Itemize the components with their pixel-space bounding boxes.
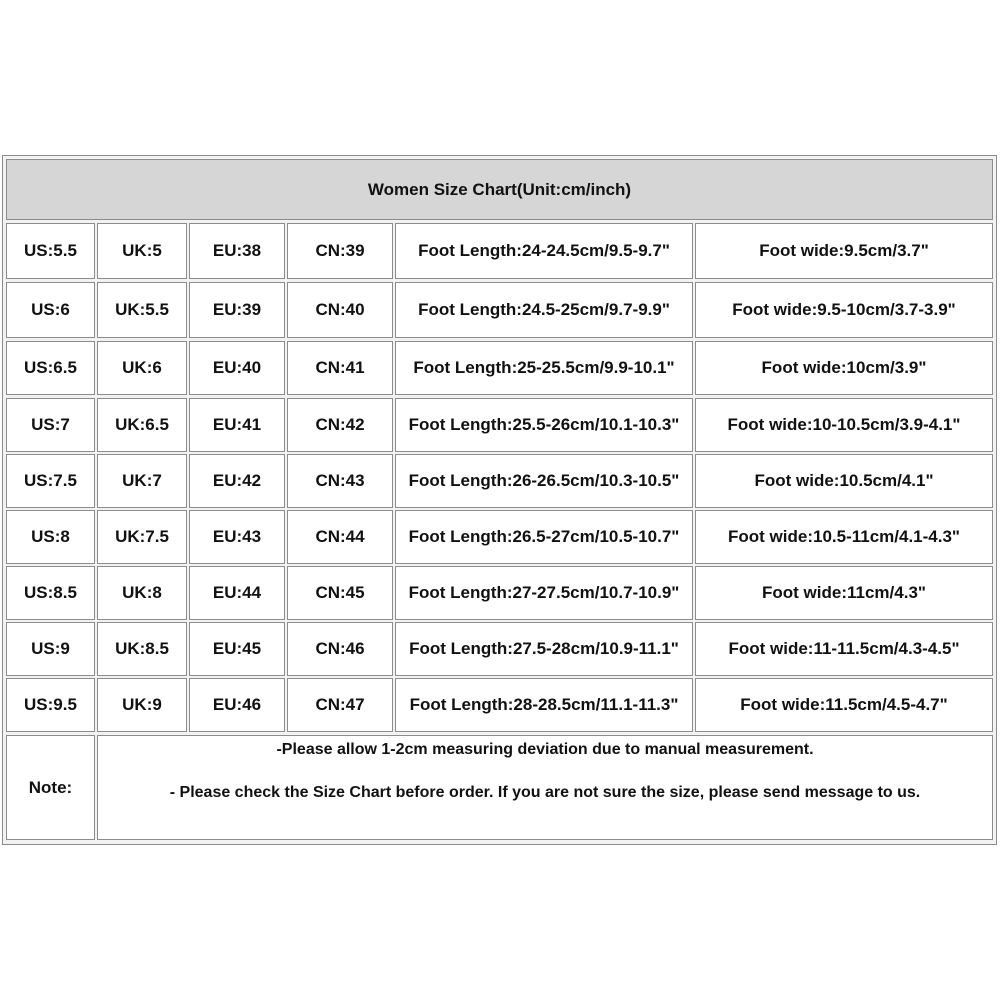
cell-cn-size: CN:43 <box>287 454 393 508</box>
cell-eu-size: EU:41 <box>189 398 285 452</box>
cell-foot-width: Foot wide:10.5-11cm/4.1-4.3" <box>695 510 993 564</box>
cell-eu-size: EU:43 <box>189 510 285 564</box>
cell-foot-length: Foot Length:24.5-25cm/9.7-9.9" <box>395 282 693 338</box>
cell-foot-width: Foot wide:11.5cm/4.5-4.7" <box>695 678 993 732</box>
cell-us-size: US:6.5 <box>6 341 95 395</box>
cell-foot-length: Foot Length:28-28.5cm/11.1-11.3" <box>395 678 693 732</box>
cell-eu-size: EU:44 <box>189 566 285 620</box>
cell-foot-length: Foot Length:25-25.5cm/9.9-10.1" <box>395 341 693 395</box>
cell-foot-length: Foot Length:26-26.5cm/10.3-10.5" <box>395 454 693 508</box>
cell-foot-length: Foot Length:27.5-28cm/10.9-11.1" <box>395 622 693 676</box>
cell-cn-size: CN:46 <box>287 622 393 676</box>
cell-foot-width: Foot wide:11-11.5cm/4.3-4.5" <box>695 622 993 676</box>
cell-cn-size: CN:42 <box>287 398 393 452</box>
cell-eu-size: EU:46 <box>189 678 285 732</box>
size-chart <box>2 155 997 845</box>
cell-foot-width: Foot wide:10cm/3.9" <box>695 341 993 395</box>
note-line-2: - Please check the Size Chart before order. If you are not sure the size, please send message to us. <box>169 784 921 801</box>
cell-us-size: US:6 <box>6 282 95 338</box>
cell-foot-length: Foot Length:24-24.5cm/9.5-9.7" <box>395 223 693 279</box>
note-label: Note: <box>6 735 95 840</box>
cell-us-size: US:8 <box>6 510 95 564</box>
cell-uk-size: UK:7.5 <box>97 510 187 564</box>
cell-uk-size: UK:8 <box>97 566 187 620</box>
cell-foot-width: Foot wide:10.5cm/4.1" <box>695 454 993 508</box>
cell-uk-size: UK:7 <box>97 454 187 508</box>
note-line-1: -Please allow 1-2cm measuring deviation due to manual measurement. <box>276 741 814 758</box>
cell-uk-size: UK:9 <box>97 678 187 732</box>
cell-cn-size: CN:47 <box>287 678 393 732</box>
cell-eu-size: EU:38 <box>189 223 285 279</box>
cell-cn-size: CN:39 <box>287 223 393 279</box>
cell-uk-size: UK:5.5 <box>97 282 187 338</box>
cell-uk-size: UK:6.5 <box>97 398 187 452</box>
cell-eu-size: EU:45 <box>189 622 285 676</box>
cell-cn-size: CN:40 <box>287 282 393 338</box>
cell-cn-size: CN:45 <box>287 566 393 620</box>
cell-us-size: US:9.5 <box>6 678 95 732</box>
cell-foot-width: Foot wide:9.5-10cm/3.7-3.9" <box>695 282 993 338</box>
cell-us-size: US:9 <box>6 622 95 676</box>
note-text-box <box>97 735 993 840</box>
cell-us-size: US:7.5 <box>6 454 95 508</box>
cell-foot-width: Foot wide:10-10.5cm/3.9-4.1" <box>695 398 993 452</box>
cell-foot-length: Foot Length:25.5-26cm/10.1-10.3" <box>395 398 693 452</box>
cell-foot-width: Foot wide:9.5cm/3.7" <box>695 223 993 279</box>
cell-us-size: US:5.5 <box>6 223 95 279</box>
cell-eu-size: EU:39 <box>189 282 285 338</box>
cell-eu-size: EU:42 <box>189 454 285 508</box>
cell-us-size: US:8.5 <box>6 566 95 620</box>
cell-cn-size: CN:41 <box>287 341 393 395</box>
cell-us-size: US:7 <box>6 398 95 452</box>
cell-eu-size: EU:40 <box>189 341 285 395</box>
cell-foot-length: Foot Length:26.5-27cm/10.5-10.7" <box>395 510 693 564</box>
cell-uk-size: UK:6 <box>97 341 187 395</box>
cell-foot-width: Foot wide:11cm/4.3" <box>695 566 993 620</box>
cell-uk-size: UK:5 <box>97 223 187 279</box>
cell-cn-size: CN:44 <box>287 510 393 564</box>
cell-uk-size: UK:8.5 <box>97 622 187 676</box>
chart-title: Women Size Chart(Unit:cm/inch) <box>6 159 993 220</box>
cell-foot-length: Foot Length:27-27.5cm/10.7-10.9" <box>395 566 693 620</box>
